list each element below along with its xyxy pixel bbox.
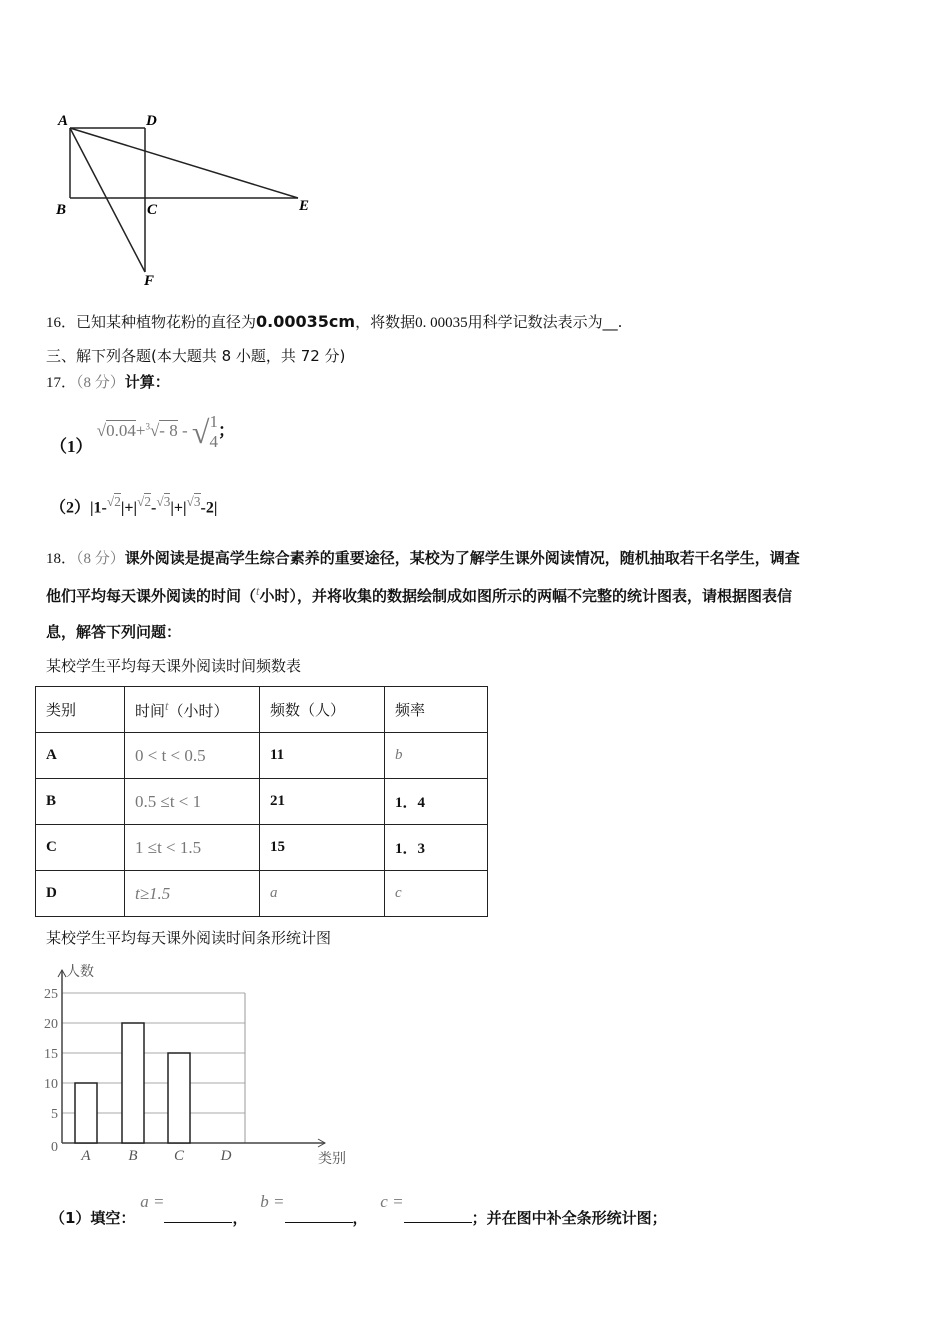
point-label: C [147,202,158,218]
fill-in-line: （1）填空： a =， b =， c =；并在图中补全条形统计图； [50,1192,667,1227]
x-tick-label: D [220,1148,232,1164]
geometry-figure [0,0,340,300]
question-17: 17．（8 分）计算： [46,373,170,391]
x-tick-label: B [128,1148,138,1164]
point-label: B [56,202,67,218]
question-16: 16．已知某种植物花粉的直径为0.00035cm，将数据0. 00035用科学记数法表示为__. [46,312,623,331]
question-18-line2: 他们平均每天课外阅读的时间（$^t$小时），并将收集的数据绘制成如图所示的两幅不完整的统计图表，请根据图表信 [46,584,793,605]
y-tick-label: 0 [51,1140,58,1155]
table-row: A 0 < t < 0.5 11 b [36,733,488,779]
bar-B [122,1023,144,1143]
x-tick-label: C [173,1148,185,1164]
q17-part2: $(2)|1-^{√2}|+|^{√2}-^{√3}|+|^{√3}-2|$ [50,494,218,517]
y-tick-label: 10 [44,1077,58,1092]
section-heading: 三、解下列各题(本大题共 8 小题，共 72 分) [46,347,346,365]
point-label: D [146,113,157,129]
y-axis-label: 人数 [66,964,94,980]
question-18-line1: 18．（8 分）课外阅读是提高学生综合素养的重要途径，某校为了解学生课外阅读情况，随机抽取若干名学生，调查 [46,549,800,567]
table-title: 某校学生平均每天课外阅读时间频数表 [46,657,302,675]
chart-title: 某校学生平均每天课外阅读时间条形统计图 [46,929,332,947]
y-tick-label: 15 [44,1047,58,1062]
bar-chart [0,950,380,1175]
frequency-table [35,686,488,917]
x-axis-label: 类别 [318,1151,346,1167]
y-tick-label: 5 [51,1107,58,1122]
point-label: A [58,113,69,129]
point-label: F [144,273,155,289]
question-18-line3: 息，解答下列问题： [46,623,182,641]
q17-part1: （1） √0.04+$^3$√- 8 - √1 4； [50,412,235,456]
y-tick-label: 25 [44,987,58,1002]
x-tick-label: A [81,1148,91,1164]
table-row: C 1 ≤t < 1.5 15 1．3 [36,825,488,871]
y-tick-label: 20 [44,1017,58,1032]
table-row: D t≥1.5 a c [36,871,488,917]
table-row: B 0.5 ≤t < 1 21 1．4 [36,779,488,825]
table-header-row: 类别 时间$^t$（小时） 频数（人） 频率 [36,687,488,733]
bar-A [75,1083,97,1143]
bar-C [168,1053,190,1143]
point-label: E [299,198,310,214]
